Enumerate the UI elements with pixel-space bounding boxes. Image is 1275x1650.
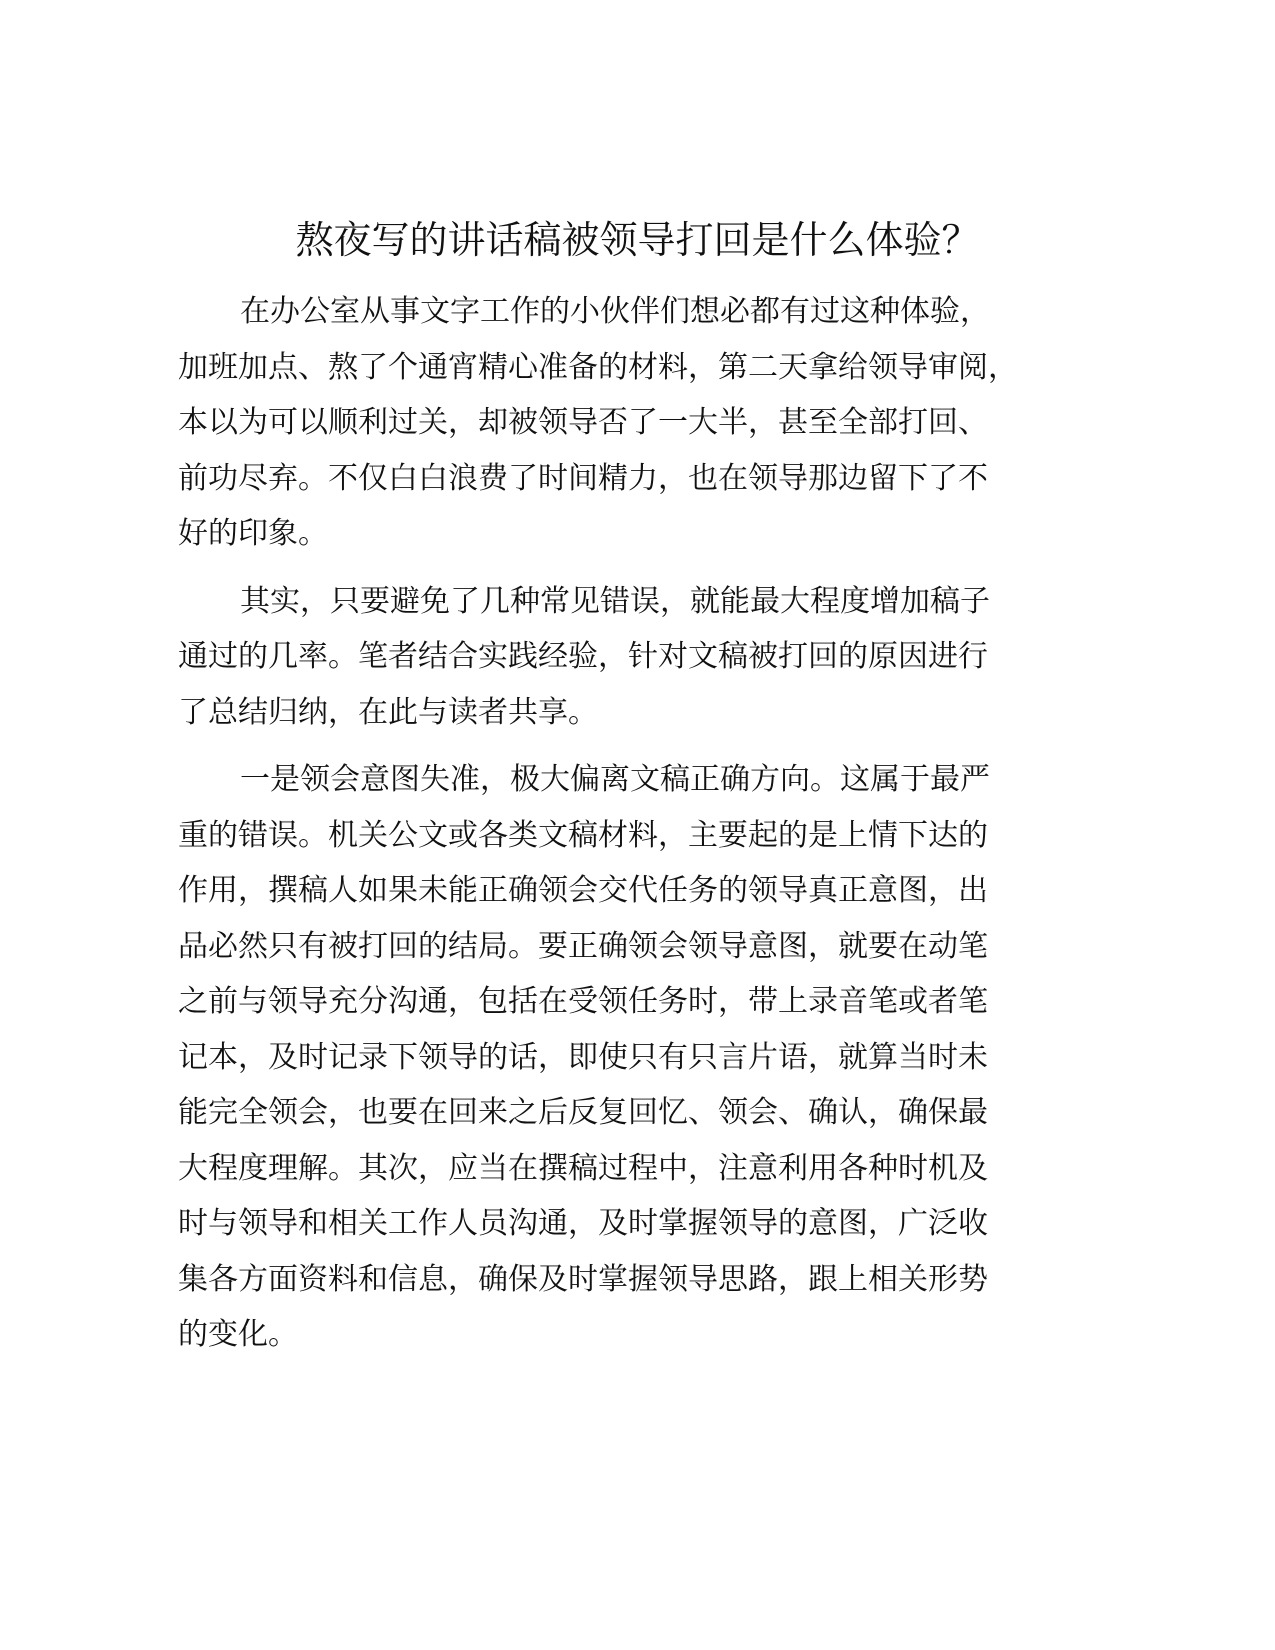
text-line: 重的错误。机关公文或各类文稿材料，主要起的是上情下达的	[178, 817, 988, 853]
text-line: 其实，只要避免了几种常见错误，就能最大程度增加稿子	[240, 583, 990, 619]
text-line: 品必然只有被打回的结局。要正确领会领导意图，就要在动笔	[178, 928, 988, 964]
paragraph	[178, 752, 1078, 1363]
text-line: 大程度理解。其次，应当在撰稿过程中，注意利用各种时机及	[178, 1150, 988, 1186]
text-line: 加班加点、熬了个通宵精心准备的材料，第二天拿给领导审阅，	[178, 349, 1018, 385]
document-body	[178, 284, 1078, 1375]
text-line: 了总结归纳，在此与读者共享。	[178, 694, 598, 730]
text-line: 通过的几率。笔者结合实践经验，针对文稿被打回的原因进行	[178, 639, 988, 674]
text-line: 集各方面资料和信息，确保及时掌握领导思路，跟上相关形势	[178, 1261, 988, 1297]
text-line: 能完全领会，也要在回来之后反复回忆、领会、确认，确保最	[178, 1095, 988, 1130]
text-line: 本以为可以顺利过关，却被领导否了一大半，甚至全部打回、	[178, 405, 988, 440]
text-line: 时与领导和相关工作人员沟通，及时掌握领导的意图，广泛收	[178, 1206, 988, 1241]
text-line: 记本，及时记录下领导的话，即使只有只言片语，就算当时未	[178, 1039, 988, 1075]
paragraph	[178, 284, 1078, 562]
text-line: 在办公室从事文字工作的小伙伴们想必都有过这种体验，	[240, 294, 990, 329]
document-title: 熬夜写的讲话稿被领导打回是什么体验？	[295, 218, 980, 262]
text-line: 前功尽弃。不仅白白浪费了时间精力，也在领导那边留下了不	[178, 460, 988, 496]
text-line: 的变化。	[178, 1317, 298, 1352]
paragraph	[178, 574, 1078, 741]
text-line: 之前与领导充分沟通，包括在受领任务时，带上录音笔或者笔	[178, 984, 988, 1019]
text-line: 作用，撰稿人如果未能正确领会交代任务的领导真正意图，出	[178, 873, 988, 908]
text-line: 好的印象。	[178, 516, 328, 551]
text-line: 一是领会意图失准，极大偏离文稿正确方向。这属于最严	[240, 762, 990, 797]
